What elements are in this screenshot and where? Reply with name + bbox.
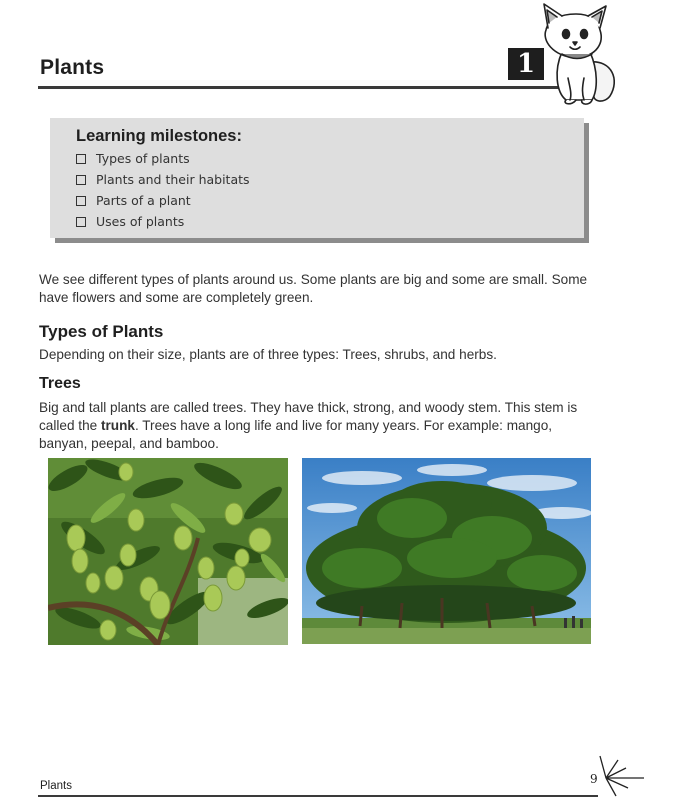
footer-rule [38,795,598,797]
trees-text: Big and tall plants are called trees. They have thick, strong, and woody stem. This stem is called the [39,400,578,433]
chapter-number-badge: 1 [508,48,544,80]
milestone-item [76,193,191,208]
banyan-tree-photo [302,458,591,644]
checkbox-icon [76,196,86,206]
milestones-title: Learning milestones: [76,127,242,145]
learning-milestones-box [50,118,584,238]
milestone-item [76,172,250,187]
header-rule [38,86,583,89]
milestone-label: Plants and their habitats [96,172,250,187]
footer-label: Plants [40,780,72,792]
trees-heading: Trees [39,375,81,392]
trunk-term: trunk [100,418,135,433]
page-number: 9 [590,772,598,786]
milestone-item [76,214,184,229]
milestone-label: Types of plants [96,151,190,166]
milestone-label: Uses of plants [96,214,185,229]
types-paragraph: Depending on their size, plants are of three types: Trees, shrubs, and herbs. [39,347,497,362]
trees-text: . Trees have a long life and live for many years. For example: mango, banyan, peepal, and bamboo. [39,418,553,451]
checkbox-icon [76,217,86,227]
checkbox-icon [76,175,86,185]
milestone-label: Parts of a plant [96,193,191,208]
types-heading: Types of Plants [39,322,164,341]
checkbox-icon [76,154,86,164]
trees-paragraph [39,399,604,453]
intro-paragraph: We see different types of plants around us. Some plants are big and some are small. Some have flowers and some are completely green. [39,272,588,305]
cat-mascot-icon [532,0,622,108]
page-title: Plants [40,56,105,79]
mango-tree-photo [48,458,288,645]
milestone-item [76,151,190,166]
